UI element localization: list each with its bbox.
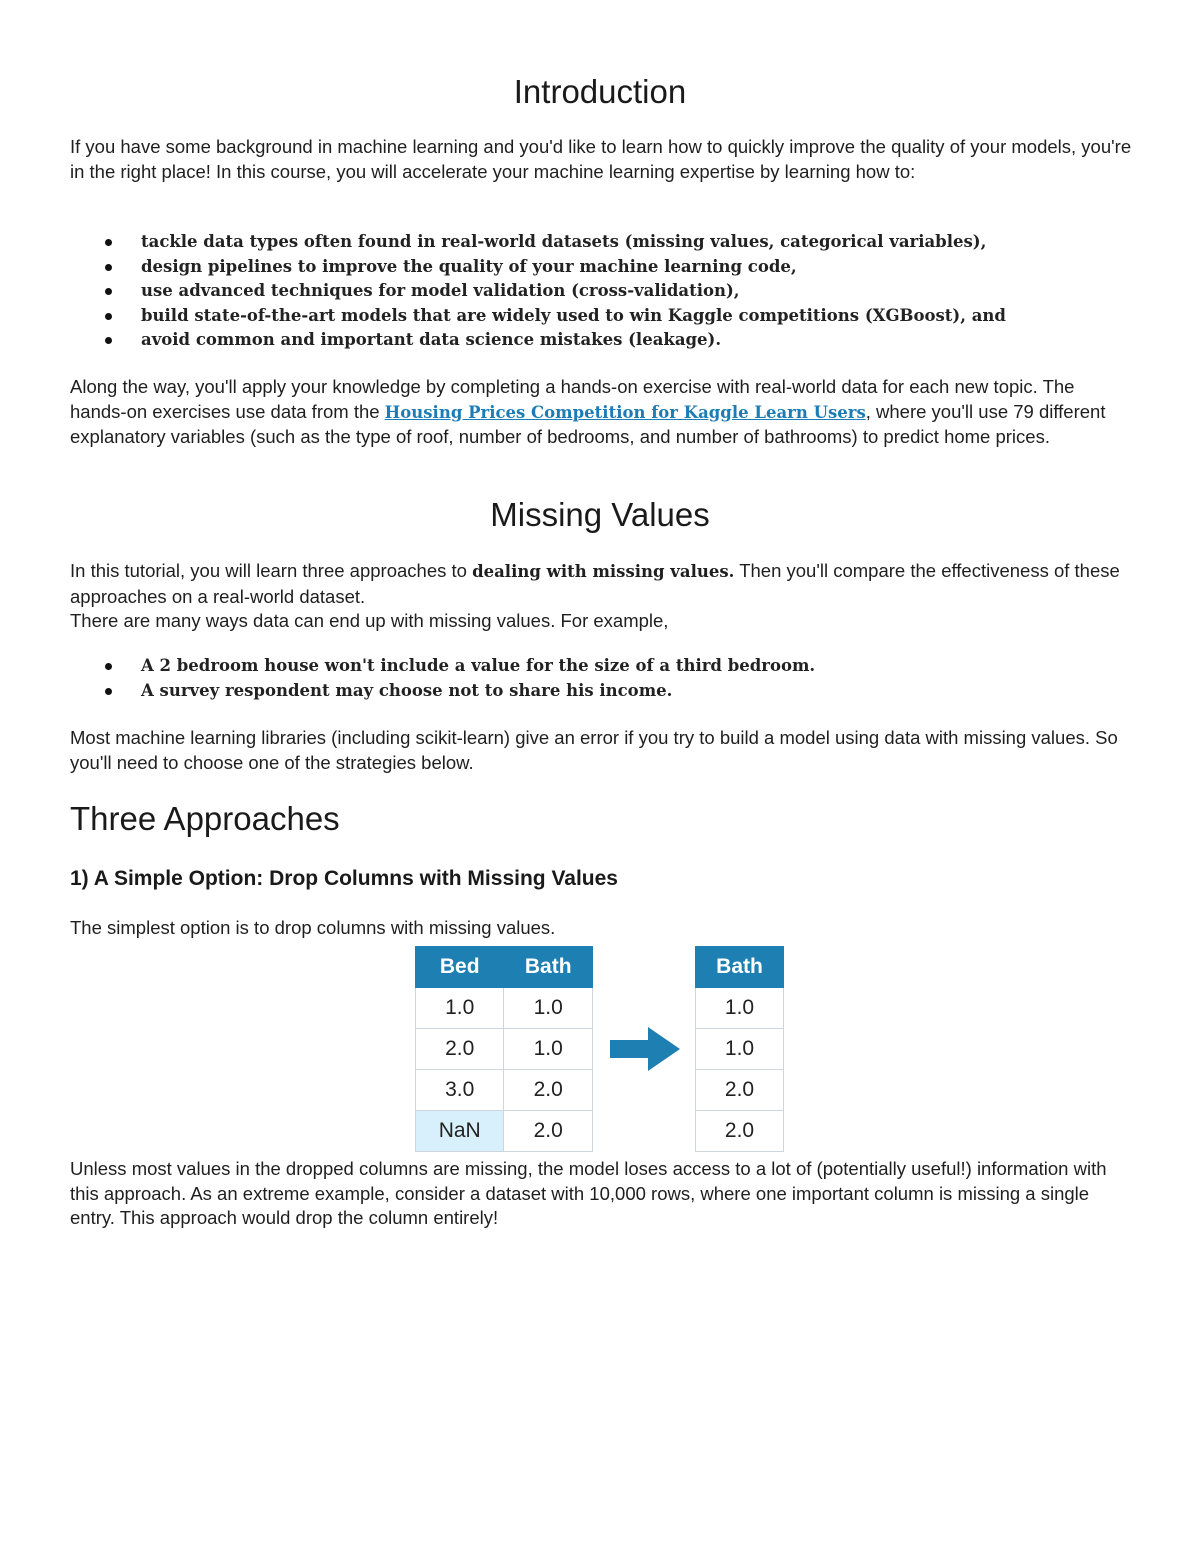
missing-paragraph-2: Most machine learning libraries (including scikit-learn) give an error if you try to build a model using data with missing values. So you'll need to choose one of the strategies below. [70,727,1118,773]
intro-heading: Introduction [513,73,687,110]
missing-paragraph: In this tutorial, you will learn three approaches to dealing with missing values. Then you'll compare the effectiveness of these approaches on a real-world dataset. There are many ways data can end up with missing values. For example, [70,560,1120,631]
missing-values-heading: Missing Values [490,496,710,533]
option-1-paragraph-2: Unless most values in the dropped columns are missing, the model loses access to a lot of (potentially useful!) information with this approach. As an extreme example, consider a dataset with 10,000 rows, where one important column is missing a single entry. This approach would drop the column entirely! [70,1158,1107,1228]
option-1-subheading: 1) A Simple Option: Drop Columns with Missing Values [70,867,618,890]
bullet-icon [105,239,112,246]
list-item: build state-of-the-art models that are widely used to win Kaggle competitions (XGBoost), and [70,304,1006,329]
list-item: use advanced techniques for model validation (cross-validation), [70,279,1006,304]
table-row [416,1029,593,1070]
table-cell: 2.0 [416,1029,504,1070]
option-1-paragraph: The simplest option is to drop columns with missing values. [70,917,556,938]
bullet-icon [105,264,112,271]
table-row [696,1029,784,1070]
column-header: Bath [504,947,593,988]
column-header: Bath [696,947,784,988]
column-header: Bed [416,947,504,988]
bullet-icon [105,337,112,344]
list-item: avoid common and important data science mistakes (leakage). [70,328,1006,353]
table-cell: 2.0 [696,1111,784,1152]
table-row [416,988,593,1029]
bullet-icon [105,663,112,670]
bullet-icon [105,313,112,320]
list-item: design pipelines to improve the quality of your machine learning code, [70,255,1006,280]
right-arrow-icon [610,1025,682,1073]
intro-bullet-list [70,230,1006,353]
three-approaches-heading: Three Approaches [70,800,340,837]
table-cell: 1.0 [696,988,784,1029]
table-after-drop [695,946,784,1152]
table-cell: 2.0 [504,1111,593,1152]
table-before-drop [415,946,593,1152]
list-item: A survey respondent may choose not to share his income. [70,679,815,704]
table-row [416,1070,593,1111]
intro-paragraph: If you have some background in machine learning and you'd like to learn how to quickly improve the quality of your models, you're in the right place! In this course, you will accelerate your machine learning expertise by learning how to: [70,136,1132,182]
table-cell: 1.0 [416,988,504,1029]
missing-bullet-list [70,654,815,703]
table-cell: 1.0 [504,1029,593,1070]
missing-value-cell: NaN [416,1111,504,1152]
table-row [696,988,784,1029]
intro-paragraph-2: Along the way, you'll apply your knowledge by completing a hands-on exercise with real-world data for each new topic. The hands-on exercises use data from the Housing Prices Competition for Kaggle Learn Users, where you'll use 79 different explanatory variables (such as the type of roof, number of bedrooms, and number of bathrooms) to predict home prices. [70,376,1106,447]
table-row [696,1070,784,1111]
table-header-row [416,947,593,988]
competition-link[interactable]: Housing Prices Competition for Kaggle Learn Users [384,402,866,422]
table-cell: 3.0 [416,1070,504,1111]
table-cell: 1.0 [504,988,593,1029]
list-item: tackle data types often found in real-world datasets (missing values, categorical variables), [70,230,1006,255]
list-item: A 2 bedroom house won't include a value for the size of a third bedroom. [70,654,815,679]
table-cell: 2.0 [696,1070,784,1111]
bullet-icon [105,288,112,295]
table-cell: 1.0 [696,1029,784,1070]
table-header-row [696,947,784,988]
table-row [416,1111,593,1152]
bullet-icon [105,688,112,695]
table-cell: 2.0 [504,1070,593,1111]
table-row [696,1111,784,1152]
